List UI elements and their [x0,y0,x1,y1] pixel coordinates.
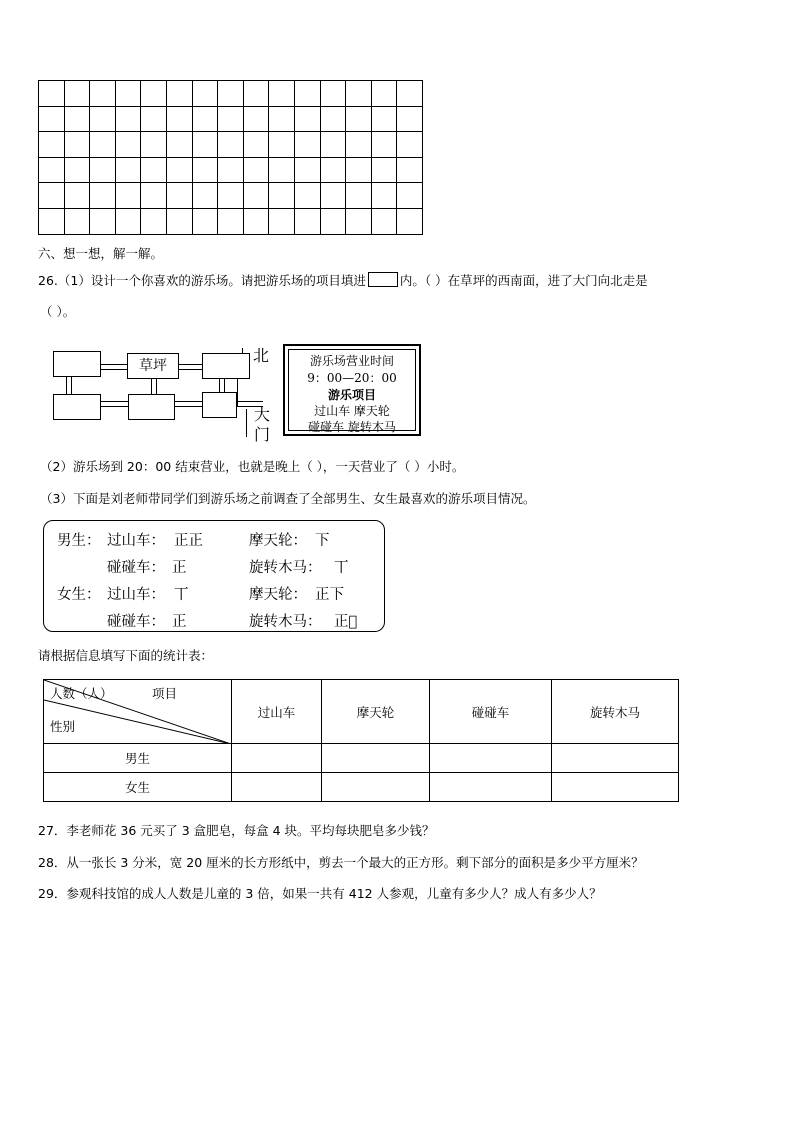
grid-cell[interactable] [346,208,372,234]
answer-cell[interactable] [552,773,679,802]
road [71,376,72,395]
grid-cell[interactable] [243,106,269,132]
area-box[interactable] [128,394,175,420]
table-prompt: 请根据信息填写下面的统计表： [38,648,214,663]
girls-label: 女生： [57,587,101,603]
grid-cell[interactable] [346,157,372,183]
question-27: 27．李老师花 36 元买了 3 盒肥皂，每盒 4 块。平均每块肥皂多少钱？ [38,823,435,838]
road [179,364,203,365]
grid-cell[interactable] [192,183,218,209]
grid-cell[interactable] [397,81,423,107]
road [100,364,128,365]
boys-label: 男生： [57,533,101,549]
grid-cell[interactable] [269,132,295,158]
grid-cell[interactable] [141,106,167,132]
table-row [44,744,679,773]
grid-cell[interactable] [243,208,269,234]
grid-cell[interactable] [243,183,269,209]
items-row-2: 碰碰车 旋转木马 [308,420,396,434]
grid-cell[interactable] [269,157,295,183]
grid-cell[interactable] [243,157,269,183]
gate-label-1: 大 [254,405,271,424]
grid-cell[interactable] [218,208,244,234]
tally-box [43,520,385,632]
tally-item: 摩天轮： [249,587,307,603]
grid-cell[interactable] [192,157,218,183]
grid-cell[interactable] [39,183,65,209]
grid-cell[interactable] [141,157,167,183]
answer-cell[interactable] [430,773,552,802]
corner-cell [44,680,232,744]
grid-cell[interactable] [64,208,90,234]
grid-cell[interactable] [371,183,397,209]
grid-row [39,106,423,132]
q26-part3: （3）下面是刘老师带同学们到游乐场之前调查了全部男生、女生最喜欢的游乐项目情况。 [40,491,536,506]
road [101,406,128,407]
grid-cell[interactable] [192,81,218,107]
grid-cell[interactable] [115,81,141,107]
grid-cell[interactable] [320,157,346,183]
grid-cell[interactable] [141,132,167,158]
grid-cell[interactable] [39,208,65,234]
grid-cell[interactable] [243,132,269,158]
grid-row [39,208,423,234]
north-label: 北 [253,346,270,365]
grid-cell[interactable] [192,132,218,158]
table-row [44,773,679,802]
road [156,378,157,395]
question-28: 28．从一张长 3 分米，宽 20 厘米的长方形纸中，剪去一个最大的正方形。剩下部分的面积是多少平方厘米？ [38,855,644,870]
area-box[interactable] [202,392,237,418]
grid-cell[interactable] [269,81,295,107]
grid-cell[interactable] [243,81,269,107]
grid-cell[interactable] [218,81,244,107]
grid-cell[interactable] [90,132,116,158]
tally-item: 旋转木马： [249,560,322,576]
grid-cell[interactable] [218,132,244,158]
grid-cell[interactable] [141,81,167,107]
grid-cell[interactable] [64,132,90,158]
grid-cell[interactable] [166,81,192,107]
grid-cell[interactable] [192,106,218,132]
road [100,369,128,370]
grid-cell[interactable] [320,81,346,107]
grid-cell[interactable] [320,208,346,234]
grid-cell[interactable] [166,157,192,183]
col-header: 旋转木马 [552,680,679,744]
grid-cell[interactable] [39,132,65,158]
grid-cell[interactable] [166,183,192,209]
grid-cell[interactable] [371,157,397,183]
grid-cell[interactable] [166,106,192,132]
tally-item: 旋转木马： [249,614,322,630]
col-header: 碰碰车 [430,680,552,744]
answer-cell[interactable] [552,744,679,773]
tally-marks: 正下 [315,587,344,603]
answer-grid[interactable] [38,80,423,235]
hours-time: 9：00—20：00 [307,371,397,385]
q26-part1-cont: （ ）。 [40,304,76,319]
grid-cell[interactable] [141,208,167,234]
grid-cell[interactable] [192,208,218,234]
grid-cell[interactable] [371,81,397,107]
tally-marks: 丅 [174,587,189,603]
grid-cell[interactable] [64,106,90,132]
grid-cell[interactable] [64,183,90,209]
corner-top: 人数（人） [50,686,113,701]
q26-part1 [38,271,648,289]
road [66,376,67,395]
area-box[interactable] [53,351,101,377]
answer-cell[interactable] [232,744,322,773]
grid-cell[interactable] [346,183,372,209]
hours-title: 游乐场营业时间 [309,354,394,368]
grid-cell[interactable] [346,106,372,132]
grid-cell[interactable] [90,208,116,234]
grid-cell[interactable] [218,183,244,209]
grid-cell[interactable] [320,183,346,209]
grid-cell[interactable] [218,106,244,132]
hours-sign [283,344,421,436]
items-row-1: 过山车 摩天轮 [314,404,390,418]
answer-box[interactable] [368,272,398,287]
answer-cell[interactable] [232,773,322,802]
q26-part2: （2）游乐场到 20：00 结束营业，也就是晚上（ ），一天营业了（ ）小时。 [40,459,465,474]
grid-cell[interactable] [320,106,346,132]
question-29: 29．参观科技馆的成人人数是儿童的 3 倍，如果一共有 412 人参观，儿童有多少人？成人有多少人？ [38,886,602,901]
corner-right: 项目 [152,686,178,701]
tally-item: 碰碰车： [107,614,165,630]
grid-cell[interactable] [115,157,141,183]
row-header: 男生 [44,744,232,773]
grid-cell[interactable] [39,81,65,107]
area-box[interactable] [53,394,101,420]
col-header: 摩天轮 [322,680,430,744]
grid-cell[interactable] [166,208,192,234]
grid-cell[interactable] [397,106,423,132]
tally-marks: 正 [172,614,187,630]
grid-cell[interactable] [320,132,346,158]
road [151,378,152,395]
items-title: 游乐项目 [327,388,376,402]
grid-row [39,183,423,209]
grid-cell[interactable] [371,106,397,132]
grid-cell[interactable] [64,157,90,183]
grid-cell[interactable] [397,132,423,158]
grid-cell[interactable] [218,157,244,183]
grid-cell[interactable] [39,106,65,132]
section-title: 六、想一想，解一解。 [38,246,164,261]
grid-cell[interactable] [115,132,141,158]
grid-cell[interactable] [397,157,423,183]
tally-item: 碰碰车： [107,560,165,576]
grid-cell[interactable] [269,183,295,209]
grid-cell[interactable] [294,132,320,158]
grid-cell[interactable] [294,208,320,234]
grid-cell[interactable] [346,132,372,158]
grid-cell[interactable] [294,81,320,107]
grid-cell[interactable] [115,106,141,132]
grid-cell[interactable] [90,183,116,209]
tally-item: 过山车： [107,587,165,603]
grid-cell[interactable] [269,106,295,132]
lawn-box: 草坪 [127,353,179,379]
grid-row [39,157,423,183]
grid-cell[interactable] [90,157,116,183]
grid-cell[interactable] [371,132,397,158]
answer-cell[interactable] [430,744,552,773]
tally-marks: 正 [172,560,187,576]
tally-marks: 下 [315,533,330,549]
tally-marks: 丅 [334,560,349,576]
grid-cell[interactable] [294,183,320,209]
grid-cell[interactable] [371,208,397,234]
hours-sign-inner [288,349,416,434]
grid-cell[interactable] [269,208,295,234]
gate-label-2: 门 [254,425,271,444]
corner-bottom: 性别 [50,719,76,734]
grid-cell[interactable] [141,183,167,209]
col-header: 过山车 [232,680,322,744]
grid-cell[interactable] [90,81,116,107]
tally-marks: 正正 [174,533,203,549]
grid-cell[interactable] [397,208,423,234]
grid-cell[interactable] [39,157,65,183]
grid-cell[interactable] [294,157,320,183]
row-header: 女生 [44,773,232,802]
grid-row [39,81,423,107]
area-box[interactable] [202,353,250,379]
tally-marks: 正𠀆 [334,614,358,630]
tally-item: 过山车： [107,533,165,549]
road [101,401,128,402]
grid-cell[interactable] [90,106,116,132]
q26-part1-text-b: 内。（ ）在草坪的西南面，进了大门向北走是 [399,273,648,288]
grid-cell[interactable] [115,183,141,209]
grid-row [39,132,423,158]
answer-cell[interactable] [322,744,430,773]
answer-cell[interactable] [322,773,430,802]
grid-cell[interactable] [115,208,141,234]
grid-cell[interactable] [64,81,90,107]
grid-cell[interactable] [166,132,192,158]
grid-cell[interactable] [294,106,320,132]
q26-part1-text-a: 26.（1）设计一个你喜欢的游乐场。请把游乐场的项目填进 [38,273,366,288]
grid-cell[interactable] [346,81,372,107]
road [179,369,203,370]
tally-item: 摩天轮： [249,533,307,549]
grid-cell[interactable] [397,183,423,209]
stat-table [43,679,679,802]
